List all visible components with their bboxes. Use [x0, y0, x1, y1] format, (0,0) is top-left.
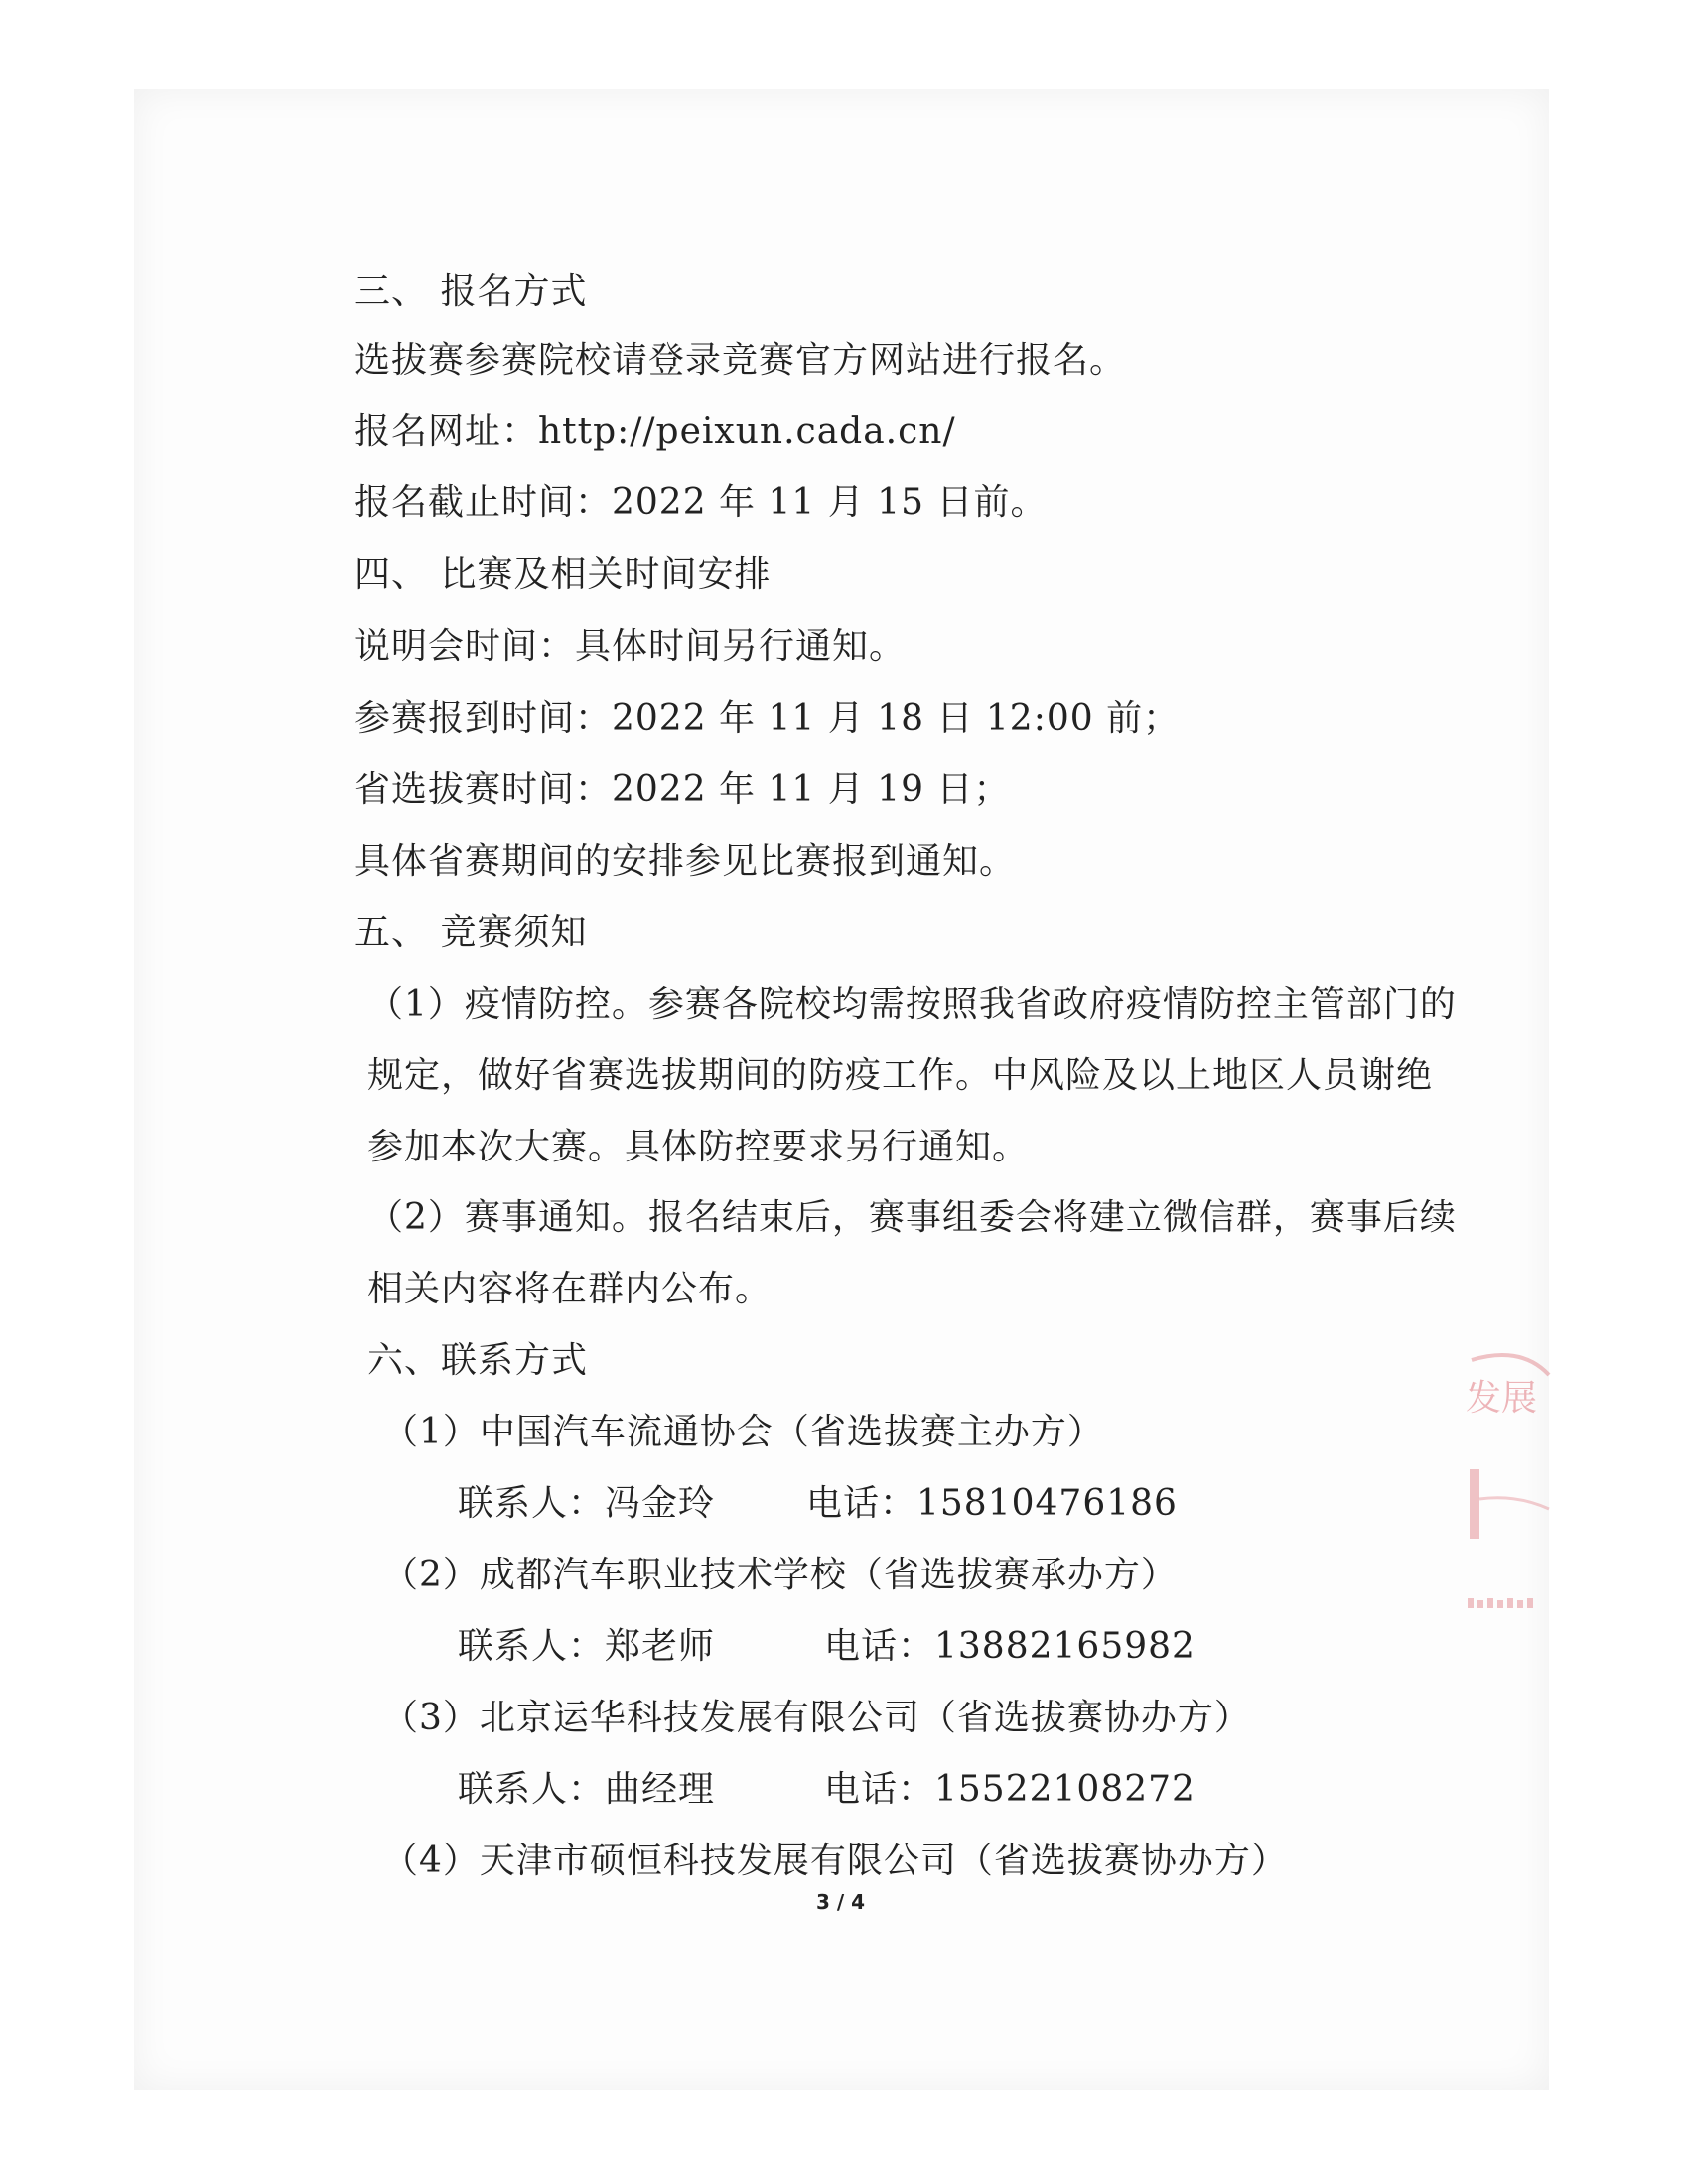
red-seal-stamp [1462, 1350, 1551, 1638]
paragraph-registration-deadline: 报名截止时间：2022 年 11 月 15 日前。 [354, 482, 1048, 523]
paragraph-epidemic-control-3: 参加本次大赛。具体防控要求另行通知。 [367, 1127, 1030, 1167]
paragraph-epidemic-control-2: 规定，做好省赛选拔期间的防疫工作。中风险及以上地区人员谢绝 [367, 1055, 1434, 1096]
contact-phone-3: 电话：15522108272 [824, 1769, 1196, 1810]
organizer-host: （1）中国汽车流通协会（省选拔赛主办方） [382, 1412, 1104, 1452]
contact-phone-1: 电话：15810476186 [806, 1483, 1178, 1524]
contact-phone-2: 电话：13882165982 [824, 1626, 1196, 1667]
contact-person-3: 联系人：曲经理 [458, 1769, 716, 1810]
contact-person-1: 联系人：冯金玲 [458, 1483, 716, 1524]
organizer-co-host-1: （3）北京运华科技发展有限公司（省选拔赛协办方） [382, 1698, 1251, 1738]
paragraph-briefing-time: 说明会时间：具体时间另行通知。 [354, 626, 907, 667]
organizer-co-host-2: （4）天津市硕恒科技发展有限公司（省选拔赛协办方） [382, 1841, 1288, 1881]
paragraph-registration-instructions: 选拔赛参赛院校请登录竞赛官方网站进行报名。 [354, 341, 1127, 381]
organizer-undertaker: （2）成都汽车职业技术学校（省选拔赛承办方） [382, 1555, 1178, 1595]
section-heading-contacts: 六、联系方式 [367, 1340, 589, 1381]
page-number: 3 / 4 [816, 1890, 866, 1914]
paragraph-epidemic-control-1: （1）疫情防控。参赛各院校均需按照我省政府疫情防控主管部门的 [367, 984, 1457, 1024]
paragraph-event-notice-1: （2）赛事通知。报名结束后，赛事组委会将建立微信群，赛事后续 [367, 1197, 1457, 1238]
section-heading-schedule: 四、 比赛及相关时间安排 [354, 554, 772, 595]
paragraph-registration-url: 报名网址：http://peixun.cada.cn/ [354, 411, 956, 452]
section-heading-registration: 三、 报名方式 [354, 271, 588, 312]
section-heading-notice: 五、 竞赛须知 [354, 912, 588, 953]
paragraph-contest-arrangements: 具体省赛期间的安排参见比赛报到通知。 [354, 841, 1017, 882]
paragraph-check-in-time: 参赛报到时间：2022 年 11 月 18 日 12:00 前； [354, 698, 1181, 739]
contact-person-2: 联系人：郑老师 [458, 1626, 716, 1667]
seal-lettering: 发展 [1466, 1378, 1538, 1419]
paragraph-contest-date: 省选拔赛时间：2022 年 11 月 19 日； [354, 769, 1011, 810]
paragraph-event-notice-2: 相关内容将在群内公布。 [367, 1269, 773, 1309]
